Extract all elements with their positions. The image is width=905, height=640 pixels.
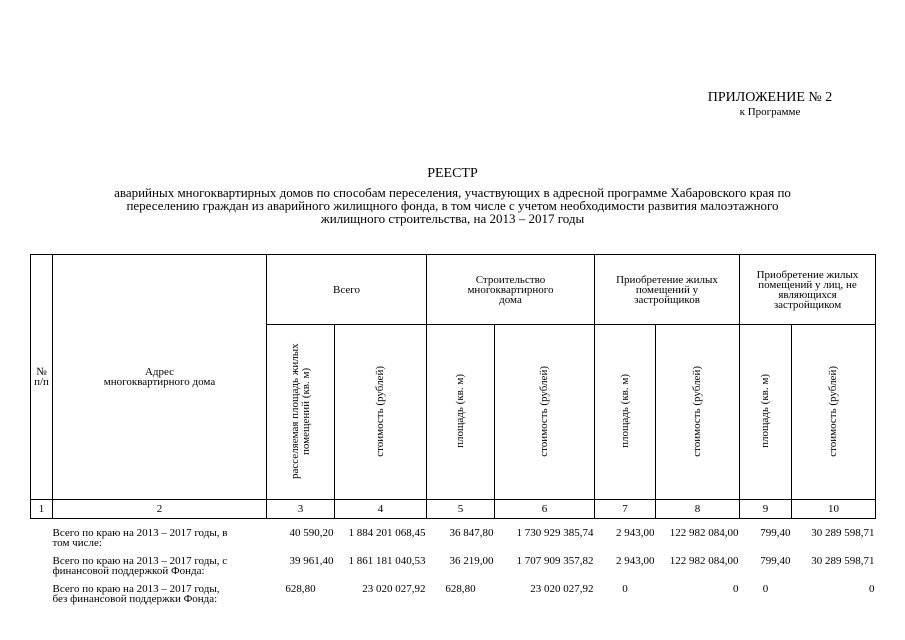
- header-construction: Строительство многоквартирного дома: [427, 255, 595, 325]
- row-address: Всего по краю на 2013 – 2017 годы, с финансовой поддержкой Фонда:: [52, 554, 228, 577]
- column-number: 6: [495, 500, 595, 519]
- column-number: 4: [335, 500, 427, 519]
- header-from-non-developers: Приобретение жилых помещений у лиц, не являющихся застройщиком: [740, 255, 876, 325]
- column-number: 7: [595, 500, 656, 519]
- cell-non-developers-cost: 30 289 598,71: [811, 526, 875, 539]
- header-developers-area: площадь (кв. м): [595, 325, 656, 500]
- column-number-row: [31, 500, 876, 519]
- cell-construction-area: 36 219,00: [449, 554, 494, 567]
- cell-construction-cost: 23 020 027,92: [530, 582, 594, 595]
- cell-developers-area: 0: [622, 582, 628, 595]
- header-non-developers-area: площадь (кв. м): [740, 325, 792, 500]
- table-row: [31, 581, 876, 609]
- header-from-developers: Приобретение жилых помещений у застройщиков: [595, 255, 740, 325]
- header-non-developers-cost: стоимость (рублей): [792, 325, 876, 500]
- column-number: 1: [31, 500, 53, 519]
- header-total-area: расселяемая площадь жилых помещений (кв. м): [267, 325, 335, 500]
- row-address: Всего по краю на 2013 – 2017 годы, без финансовой поддержки Фонда:: [52, 582, 220, 605]
- header-num: № п/п: [31, 255, 53, 500]
- cell-developers-cost: 122 982 084,00: [669, 554, 739, 567]
- table-row: [31, 525, 876, 553]
- header-total-cost: стоимость (рублей): [335, 325, 427, 500]
- registry-title: РЕЕСТР: [427, 166, 478, 181]
- cell-developers-cost: 0: [733, 582, 739, 595]
- cell-non-developers-area: 799,40: [760, 554, 791, 567]
- table-row: [31, 553, 876, 581]
- cell-construction-cost: 1 707 909 357,82: [516, 554, 594, 567]
- appendix-subtitle: к Программе: [739, 106, 801, 118]
- header-total: Всего: [267, 255, 427, 325]
- header-construction-cost: стоимость (рублей): [495, 325, 595, 500]
- cell-total-cost: 23 020 027,92: [362, 582, 426, 595]
- cell-total-area: 39 961,40: [289, 554, 334, 567]
- cell-non-developers-cost: 0: [869, 582, 875, 595]
- cell-total-area: 40 590,20: [289, 526, 334, 539]
- subtitle-line-1: аварийных многоквартирных домов по способам переселения, участвующих в адресной программе Хабаровского края по: [114, 185, 791, 200]
- header-developers-cost: стоимость (рублей): [656, 325, 740, 500]
- cell-construction-area: 628,80: [445, 582, 476, 595]
- cell-total-area: 628,80: [285, 582, 316, 595]
- column-number: 9: [740, 500, 792, 519]
- cell-construction-area: 36 847,80: [449, 526, 494, 539]
- cell-total-cost: 1 861 181 040,53: [348, 554, 426, 567]
- cell-developers-area: 2 943,00: [616, 554, 655, 567]
- header-address: Адрес многоквартирного дома: [53, 255, 267, 500]
- cell-non-developers-area: 0: [762, 582, 769, 595]
- subtitle-line-2: переселению граждан из аварийного жилищного фонда, в том числе с учетом необходимости развития малоэтажного: [126, 198, 779, 213]
- cell-construction-cost: 1 730 929 385,74: [516, 526, 594, 539]
- cell-non-developers-area: 799,40: [760, 526, 791, 539]
- column-number: 3: [267, 500, 335, 519]
- cell-total-cost: 1 884 201 068,45: [348, 526, 426, 539]
- column-number: 8: [656, 500, 740, 519]
- column-number: 5: [427, 500, 495, 519]
- registry-subtitle: [40, 186, 865, 225]
- registry-table: [30, 254, 876, 609]
- column-number: 10: [792, 500, 876, 519]
- column-number: 2: [53, 500, 267, 519]
- appendix-title: ПРИЛОЖЕНИЕ № 2: [707, 90, 833, 105]
- cell-developers-cost: 122 982 084,00: [669, 526, 739, 539]
- row-address: Всего по краю на 2013 – 2017 годы, в том числе:: [52, 526, 228, 549]
- cell-developers-area: 2 943,00: [616, 526, 655, 539]
- cell-non-developers-cost: 30 289 598,71: [811, 554, 875, 567]
- appendix-header: [580, 90, 905, 119]
- header-construction-area: площадь (кв. м): [427, 325, 495, 500]
- subtitle-line-3: жилищного строительства, на 2013 – 2017 годы: [320, 211, 585, 226]
